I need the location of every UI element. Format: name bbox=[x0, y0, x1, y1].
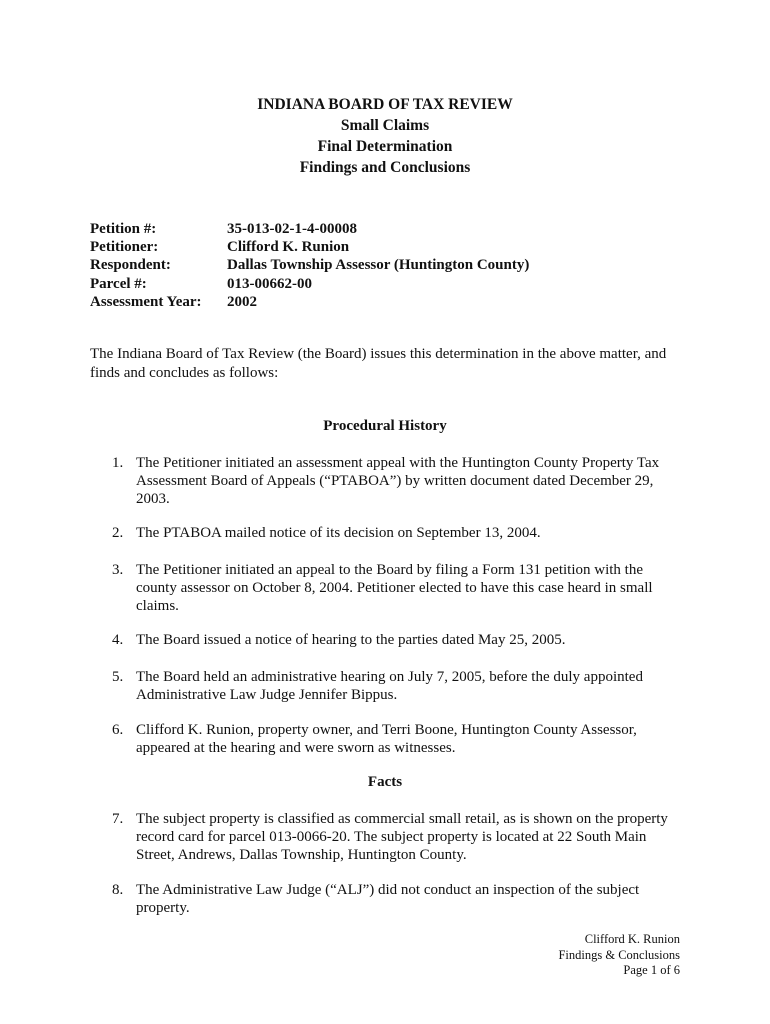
case-info-row bbox=[90, 293, 529, 311]
case-info-row bbox=[90, 238, 529, 256]
list-item bbox=[112, 524, 672, 542]
case-info-value: Clifford K. Runion bbox=[227, 239, 350, 256]
intro-paragraph: The Indiana Board of Tax Review (the Board) issues this determination in the above matter, and finds and concludes as follows: bbox=[90, 346, 667, 381]
item-number: 2. bbox=[112, 525, 124, 541]
list-item bbox=[112, 881, 672, 917]
item-text: The PTABOA mailed notice of its decision on September 13, 2004. bbox=[136, 525, 541, 541]
item-number: 7. bbox=[112, 811, 124, 827]
case-info-value: 35-013-02-1-4-00008 bbox=[227, 221, 357, 237]
item-number: 8. bbox=[112, 882, 124, 898]
item-text: The Petitioner initiated an assessment appeal with the Huntington County Property Tax Assessment Board of Appeals (“PTABOA”) by written document dated December 29, 2003. bbox=[136, 455, 660, 508]
document-subtitle: Findings and Conclusions bbox=[299, 159, 471, 176]
case-info-label: Parcel #: bbox=[90, 275, 147, 292]
item-text: Clifford K. Runion, property owner, and Terri Boone, Huntington County Assessor, appeared at the hearing and were sworn as witnesses. bbox=[136, 722, 637, 757]
procedural-history-heading: Procedural History bbox=[323, 418, 447, 434]
case-info-row bbox=[90, 220, 529, 238]
case-info-label: Assessment Year: bbox=[90, 293, 202, 310]
item-number: 4. bbox=[112, 632, 124, 648]
facts-heading: Facts bbox=[367, 774, 403, 790]
page-footer bbox=[558, 932, 680, 979]
determination-type: Final Determination bbox=[317, 138, 453, 155]
item-text: The Board held an administrative hearing on July 7, 2005, before the duly appointed Administrative Law Judge Jennifer Bippus. bbox=[136, 669, 643, 704]
document-title-block bbox=[0, 94, 770, 178]
case-info-row bbox=[90, 275, 529, 293]
item-number: 3. bbox=[112, 562, 124, 578]
case-info-value: 2002 bbox=[227, 293, 257, 310]
item-text: The Board issued a notice of hearing to the parties dated May 25, 2005. bbox=[136, 632, 566, 648]
item-text: The Petitioner initiated an appeal to the Board by filing a Form 131 petition with the county assessor on October 8, 2004. Petitioner elected to have this case heard in small claims. bbox=[136, 562, 653, 615]
board-name: INDIANA BOARD OF TAX REVIEW bbox=[257, 96, 513, 113]
item-text: The Administrative Law Judge (“ALJ”) did not conduct an inspection of the subject property. bbox=[136, 882, 640, 917]
list-item bbox=[112, 561, 672, 616]
item-number: 1. bbox=[112, 455, 124, 471]
case-info-value: 013-00662-00 bbox=[227, 275, 312, 292]
case-info-label: Petition #: bbox=[90, 221, 157, 237]
case-info-value: Dallas Township Assessor (Huntington County) bbox=[227, 257, 530, 274]
page-number: Page 1 of 6 bbox=[623, 963, 680, 977]
list-item bbox=[112, 810, 672, 865]
footer-document-type: Findings & Conclusions bbox=[558, 947, 680, 962]
case-info-label: Respondent: bbox=[90, 257, 171, 274]
item-number: 5. bbox=[112, 669, 124, 685]
list-item bbox=[112, 454, 672, 509]
claim-type: Small Claims bbox=[340, 117, 430, 134]
case-info-label: Petitioner: bbox=[90, 239, 159, 256]
case-info-table bbox=[90, 220, 529, 311]
item-text: The subject property is classified as commercial small retail, as is shown on the property record card for parcel 013-0066-20. The subject property is located at 22 South Main Street, Andrews, Dallas Township, Huntington County. bbox=[136, 811, 668, 864]
list-item bbox=[112, 721, 672, 757]
list-item bbox=[112, 631, 672, 649]
list-item bbox=[112, 668, 672, 704]
case-info-row bbox=[90, 256, 529, 274]
footer-case-name: Clifford K. Runion bbox=[584, 932, 680, 946]
item-number: 6. bbox=[112, 722, 124, 738]
